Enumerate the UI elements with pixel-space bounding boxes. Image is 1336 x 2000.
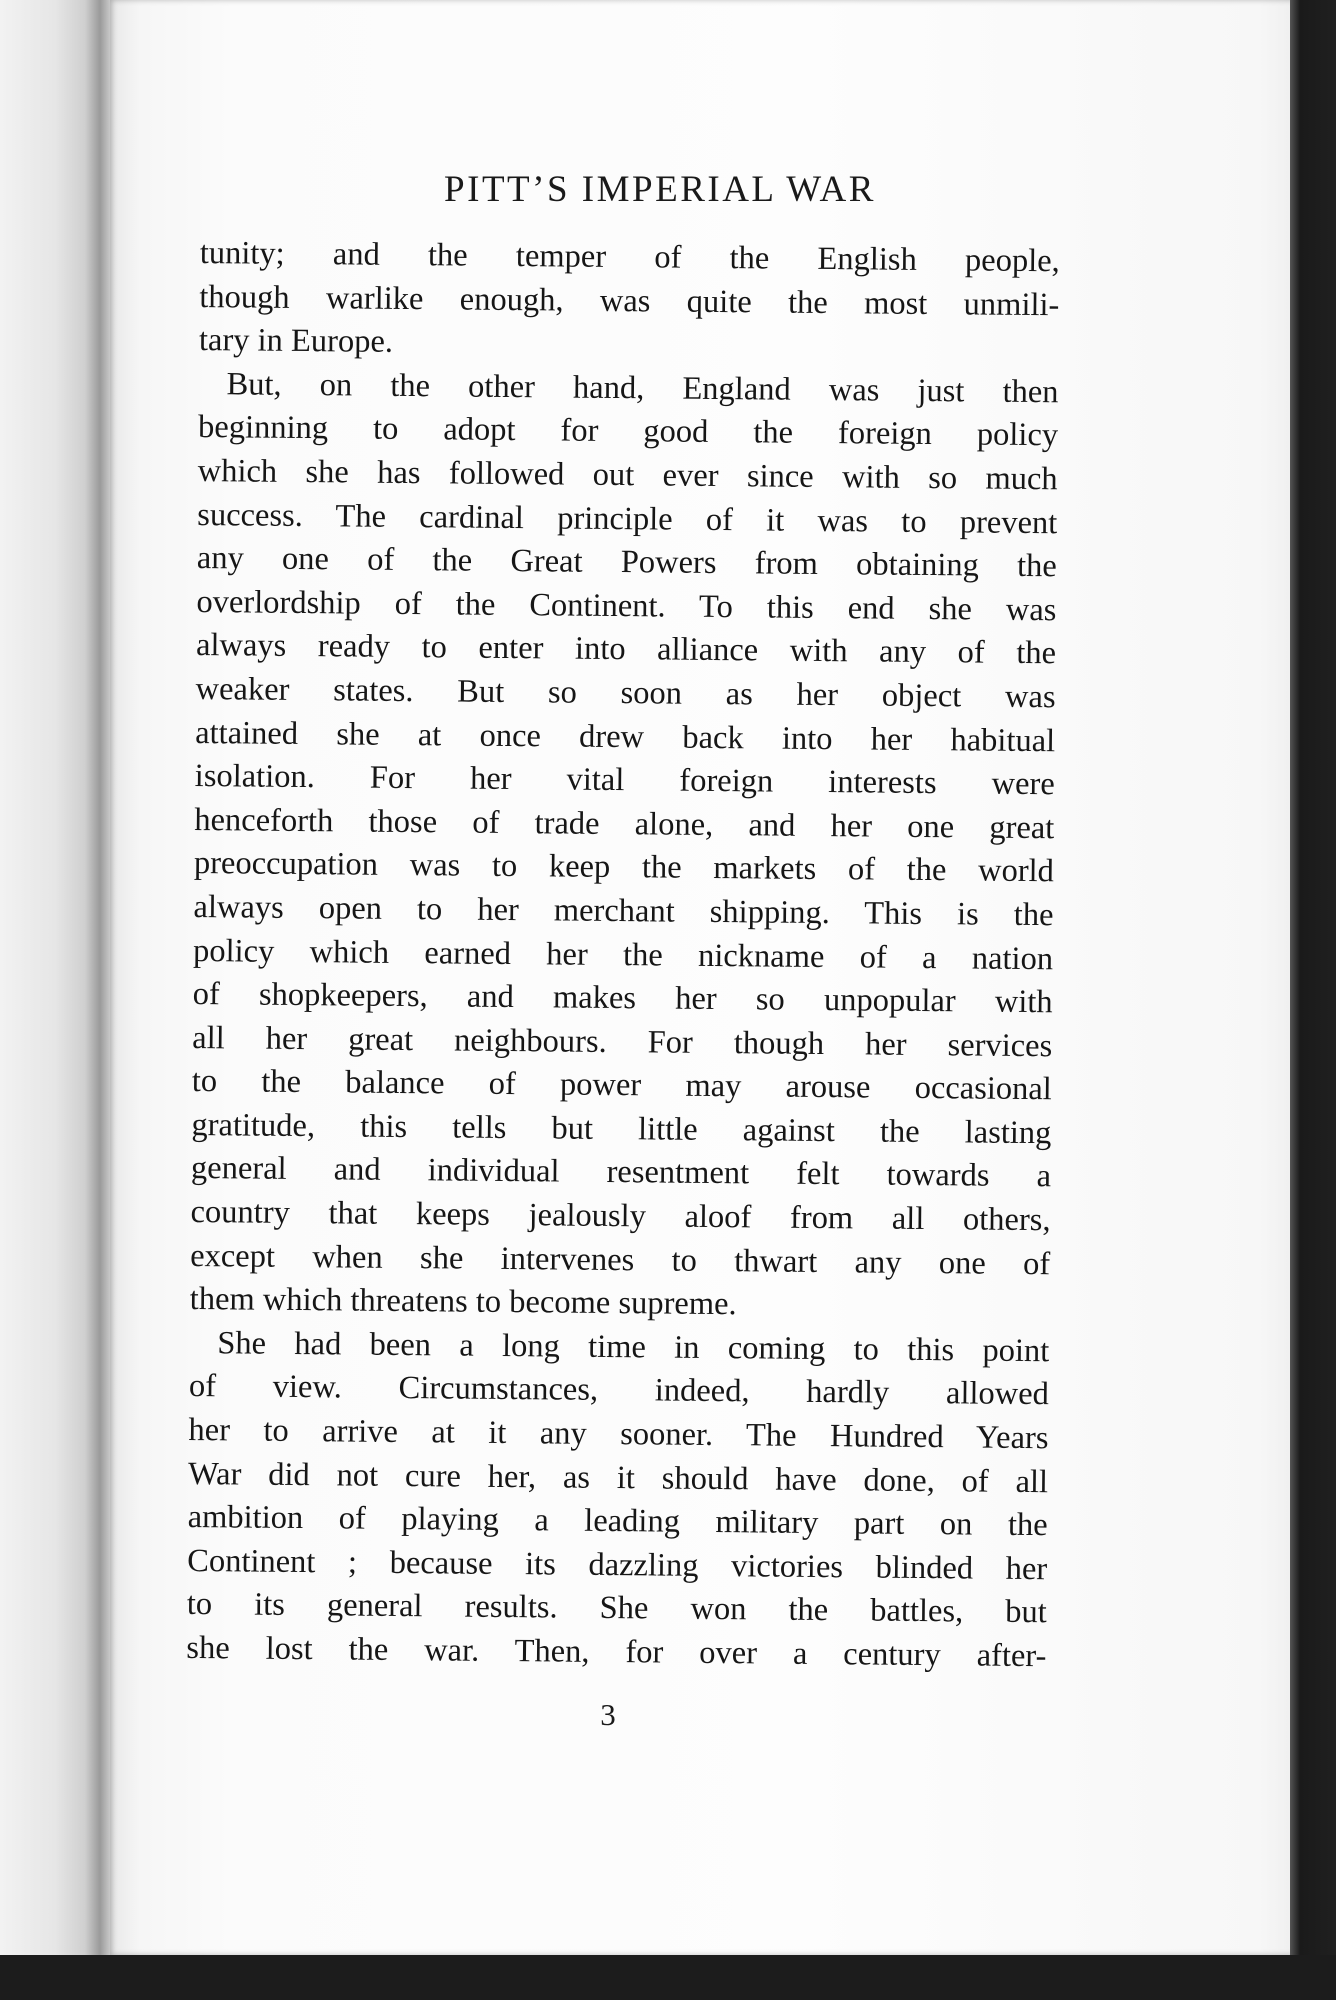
text-line: henceforth those of trade alone, and her one great bbox=[194, 801, 1055, 846]
text-line: of shopkeepers, and makes her so unpopular with bbox=[192, 976, 1053, 1021]
text-line: to its general results. She won the battles, but bbox=[186, 1586, 1047, 1631]
text-line: all her great neighbours. For though her services bbox=[192, 1019, 1053, 1064]
page-right-shadow bbox=[1290, 0, 1336, 2000]
text-line: policy which earned her the nickname of a nation bbox=[192, 932, 1054, 977]
text-line: overlordship of the Continent. To this end she was bbox=[196, 583, 1057, 628]
left-page-edge bbox=[0, 0, 120, 1970]
page-bottom-shadow bbox=[0, 1955, 1336, 2000]
text-line: War did not cure her, as it should have done, of all bbox=[187, 1455, 1049, 1500]
text-line: weaker states. But so soon as her object was bbox=[195, 670, 1056, 716]
text-line: which she has followed out ever since with so much bbox=[197, 452, 1058, 498]
text-line: of view. Circumstances, indeed, hardly allowed bbox=[188, 1368, 1050, 1413]
text-line: isolation. For her vital foreign interests were bbox=[194, 758, 1055, 803]
text-line: country that keeps jealously aloof from all others, bbox=[190, 1194, 1051, 1239]
text-line: she lost the war. Then, for over a century after- bbox=[186, 1629, 1047, 1675]
text-line: gratitude, this tells but little against the lasting bbox=[191, 1106, 1052, 1152]
text-line: attained she at once drew back into her habitual bbox=[195, 714, 1056, 759]
text-line: her to arrive at it any sooner. The Hundred Years bbox=[188, 1411, 1049, 1457]
page-number: 3 bbox=[600, 1697, 616, 1732]
body-text bbox=[186, 232, 1060, 1679]
text-line: to the balance of power may arouse occasional bbox=[191, 1063, 1052, 1108]
text-line: tunity; and the temper of the English people, bbox=[199, 234, 1060, 280]
text-line: Continent ; because its dazzling victories blinded her bbox=[187, 1542, 1048, 1588]
text-line: except when she intervenes to thwart any one of bbox=[190, 1237, 1051, 1282]
text-line: always ready to enter into alliance with any of the bbox=[195, 627, 1057, 672]
text-line: She had been a long time in coming to this point bbox=[217, 1325, 1050, 1370]
text-line: beginning to adopt for good the foreign policy bbox=[197, 409, 1059, 454]
text-line: success. The cardinal principle of it was to prevent bbox=[197, 496, 1058, 541]
text-line: preoccupation was to keep the markets of the world bbox=[193, 845, 1055, 890]
text-line: tary in Europe. bbox=[198, 322, 394, 361]
text-line: always open to her merchant shipping. This is the bbox=[193, 888, 1054, 934]
text-line: ambition of playing a leading military part on the bbox=[187, 1499, 1048, 1544]
text-line: though warlike enough, was quite the most unmili- bbox=[199, 278, 1060, 323]
text-line: any one of the Great Powers from obtaining the bbox=[196, 540, 1058, 585]
text-line: them which threatens to become supreme. bbox=[189, 1281, 737, 1323]
running-head: PITT’S IMPERIAL WAR bbox=[444, 169, 876, 210]
text-line: general and individual resentment felt towards a bbox=[190, 1150, 1052, 1195]
text-line: But, on the other hand, England was just then bbox=[226, 366, 1059, 411]
